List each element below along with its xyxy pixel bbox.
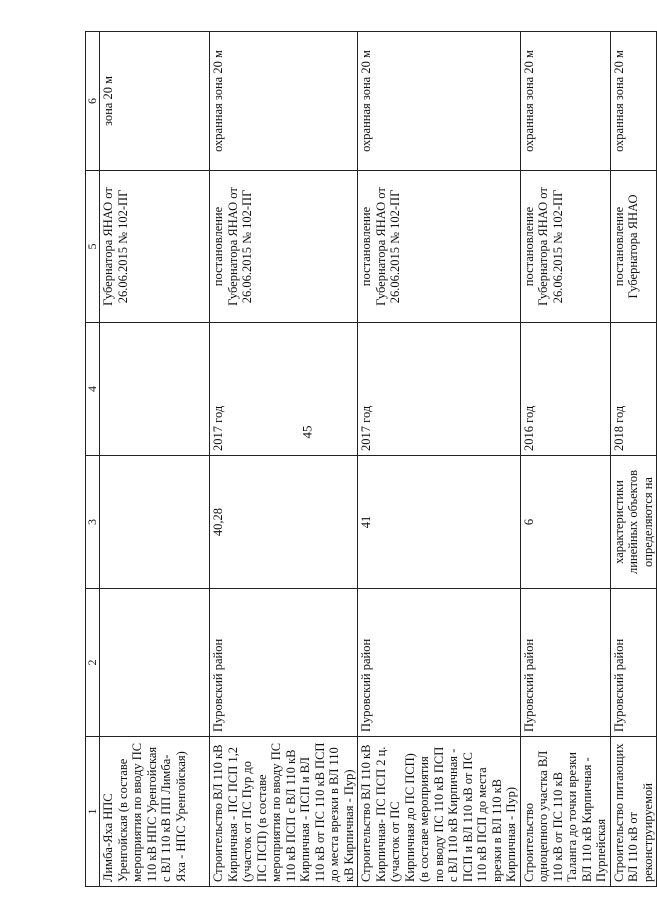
zone-cell: охранная зона 20 м xyxy=(210,32,358,171)
year-cell: 2017 год xyxy=(210,323,358,456)
column-header: 1 xyxy=(86,737,100,887)
column-header: 3 xyxy=(86,456,100,589)
column-header: 5 xyxy=(86,171,100,323)
length-cell: характеристики линейных объектов определяются на xyxy=(610,456,657,589)
column-header: 2 xyxy=(86,589,100,737)
table-row xyxy=(100,32,210,887)
length-cell: 40,28 xyxy=(210,456,358,589)
table-row xyxy=(358,32,521,887)
district-cell: Пуровский район xyxy=(610,589,657,737)
object-name-cell: Строительство ВЛ 110 кВ Кирпичная - ПС ПСП 1,2 (участок от ПС Пур до ПС ПСП) (в составе мероприятия по вводу ПС 110 кВ ПСП с ВЛ 110 кВ Кирпичная - ПСП и ВЛ 110 кВ от ПС 110 кВ ПСП до места врезки в ВЛ 110 кВ Кирпичная - Пур) xyxy=(210,737,358,887)
zone-cell: охранная зона 20 м xyxy=(520,32,610,171)
column-header: 6 xyxy=(86,32,100,171)
district-cell: Пуровский район xyxy=(358,589,521,737)
zone-cell: охранная зона 20 м xyxy=(610,32,657,171)
document-cell: постановление Губернатора ЯНАО от 26.06.2015 № 102-ПГ xyxy=(210,171,358,323)
table-row xyxy=(610,32,657,887)
district-cell: Пуровский район xyxy=(210,589,358,737)
length-cell: 6 xyxy=(520,456,610,589)
year-cell: 2017 год xyxy=(358,323,521,456)
year-cell: 2018 год xyxy=(610,323,657,456)
document-table xyxy=(85,31,657,887)
document-cell: Губернатора ЯНАО от 26.06.2015 № 102-ПГ xyxy=(100,171,210,323)
document-cell: постановление Губернатора ЯНАО xyxy=(610,171,657,323)
length-cell: 41 xyxy=(358,456,521,589)
zone-cell: зона 20 м xyxy=(100,32,210,171)
header-row xyxy=(86,32,100,887)
year-cell: 2016 год xyxy=(520,323,610,456)
page-number: 45 xyxy=(299,425,315,439)
rotated-page xyxy=(85,32,655,887)
column-header: 4 xyxy=(86,323,100,456)
district-cell xyxy=(100,589,210,737)
year-cell xyxy=(100,323,210,456)
length-cell xyxy=(100,456,210,589)
table-row xyxy=(520,32,610,887)
district-cell: Пуровский район xyxy=(520,589,610,737)
object-name-cell: Лимба-Яха НПС Уренгойская (в составе мероприятия по вводу ПС 110 кВ НПС Уренгойская с ВЛ 110 кВ ПП Лимба-Яха - НПС Уренгойская) xyxy=(100,737,210,887)
document-cell: постановление Губернатора ЯНАО от 26.06.2015 № 102-ПГ xyxy=(520,171,610,323)
table-row xyxy=(210,32,358,887)
object-name-cell: Строительство ВЛ 110 кВ Кирпичная- ПС ПСП 2 ц. (участок от ПС Кирпичная до ПС ПСП) (в составе мероприятия по вводу ПС 110 кВ ПСП с ВЛ 110 кВ Кирпичная - ПСП и ВЛ 110 кВ от ПС 110 кВ ПСП до места врезки в ВЛ 110 кВ Кирпичная - Пур) xyxy=(358,737,521,887)
document-cell: постановление Губернатора ЯНАО от 26.06.2015 № 102-ПГ xyxy=(358,171,521,323)
object-name-cell: Строительство одноцепного участка ВЛ 110 кВ от ПС 110 кВ Таланга до точки врезки ВЛ 110 кВ Кирпичная - Пурпейская xyxy=(520,737,610,887)
zone-cell: охранная зона 20 м xyxy=(358,32,521,171)
object-name-cell: Строительство питающих ВЛ 110 кВ от реконструируемой xyxy=(610,737,657,887)
